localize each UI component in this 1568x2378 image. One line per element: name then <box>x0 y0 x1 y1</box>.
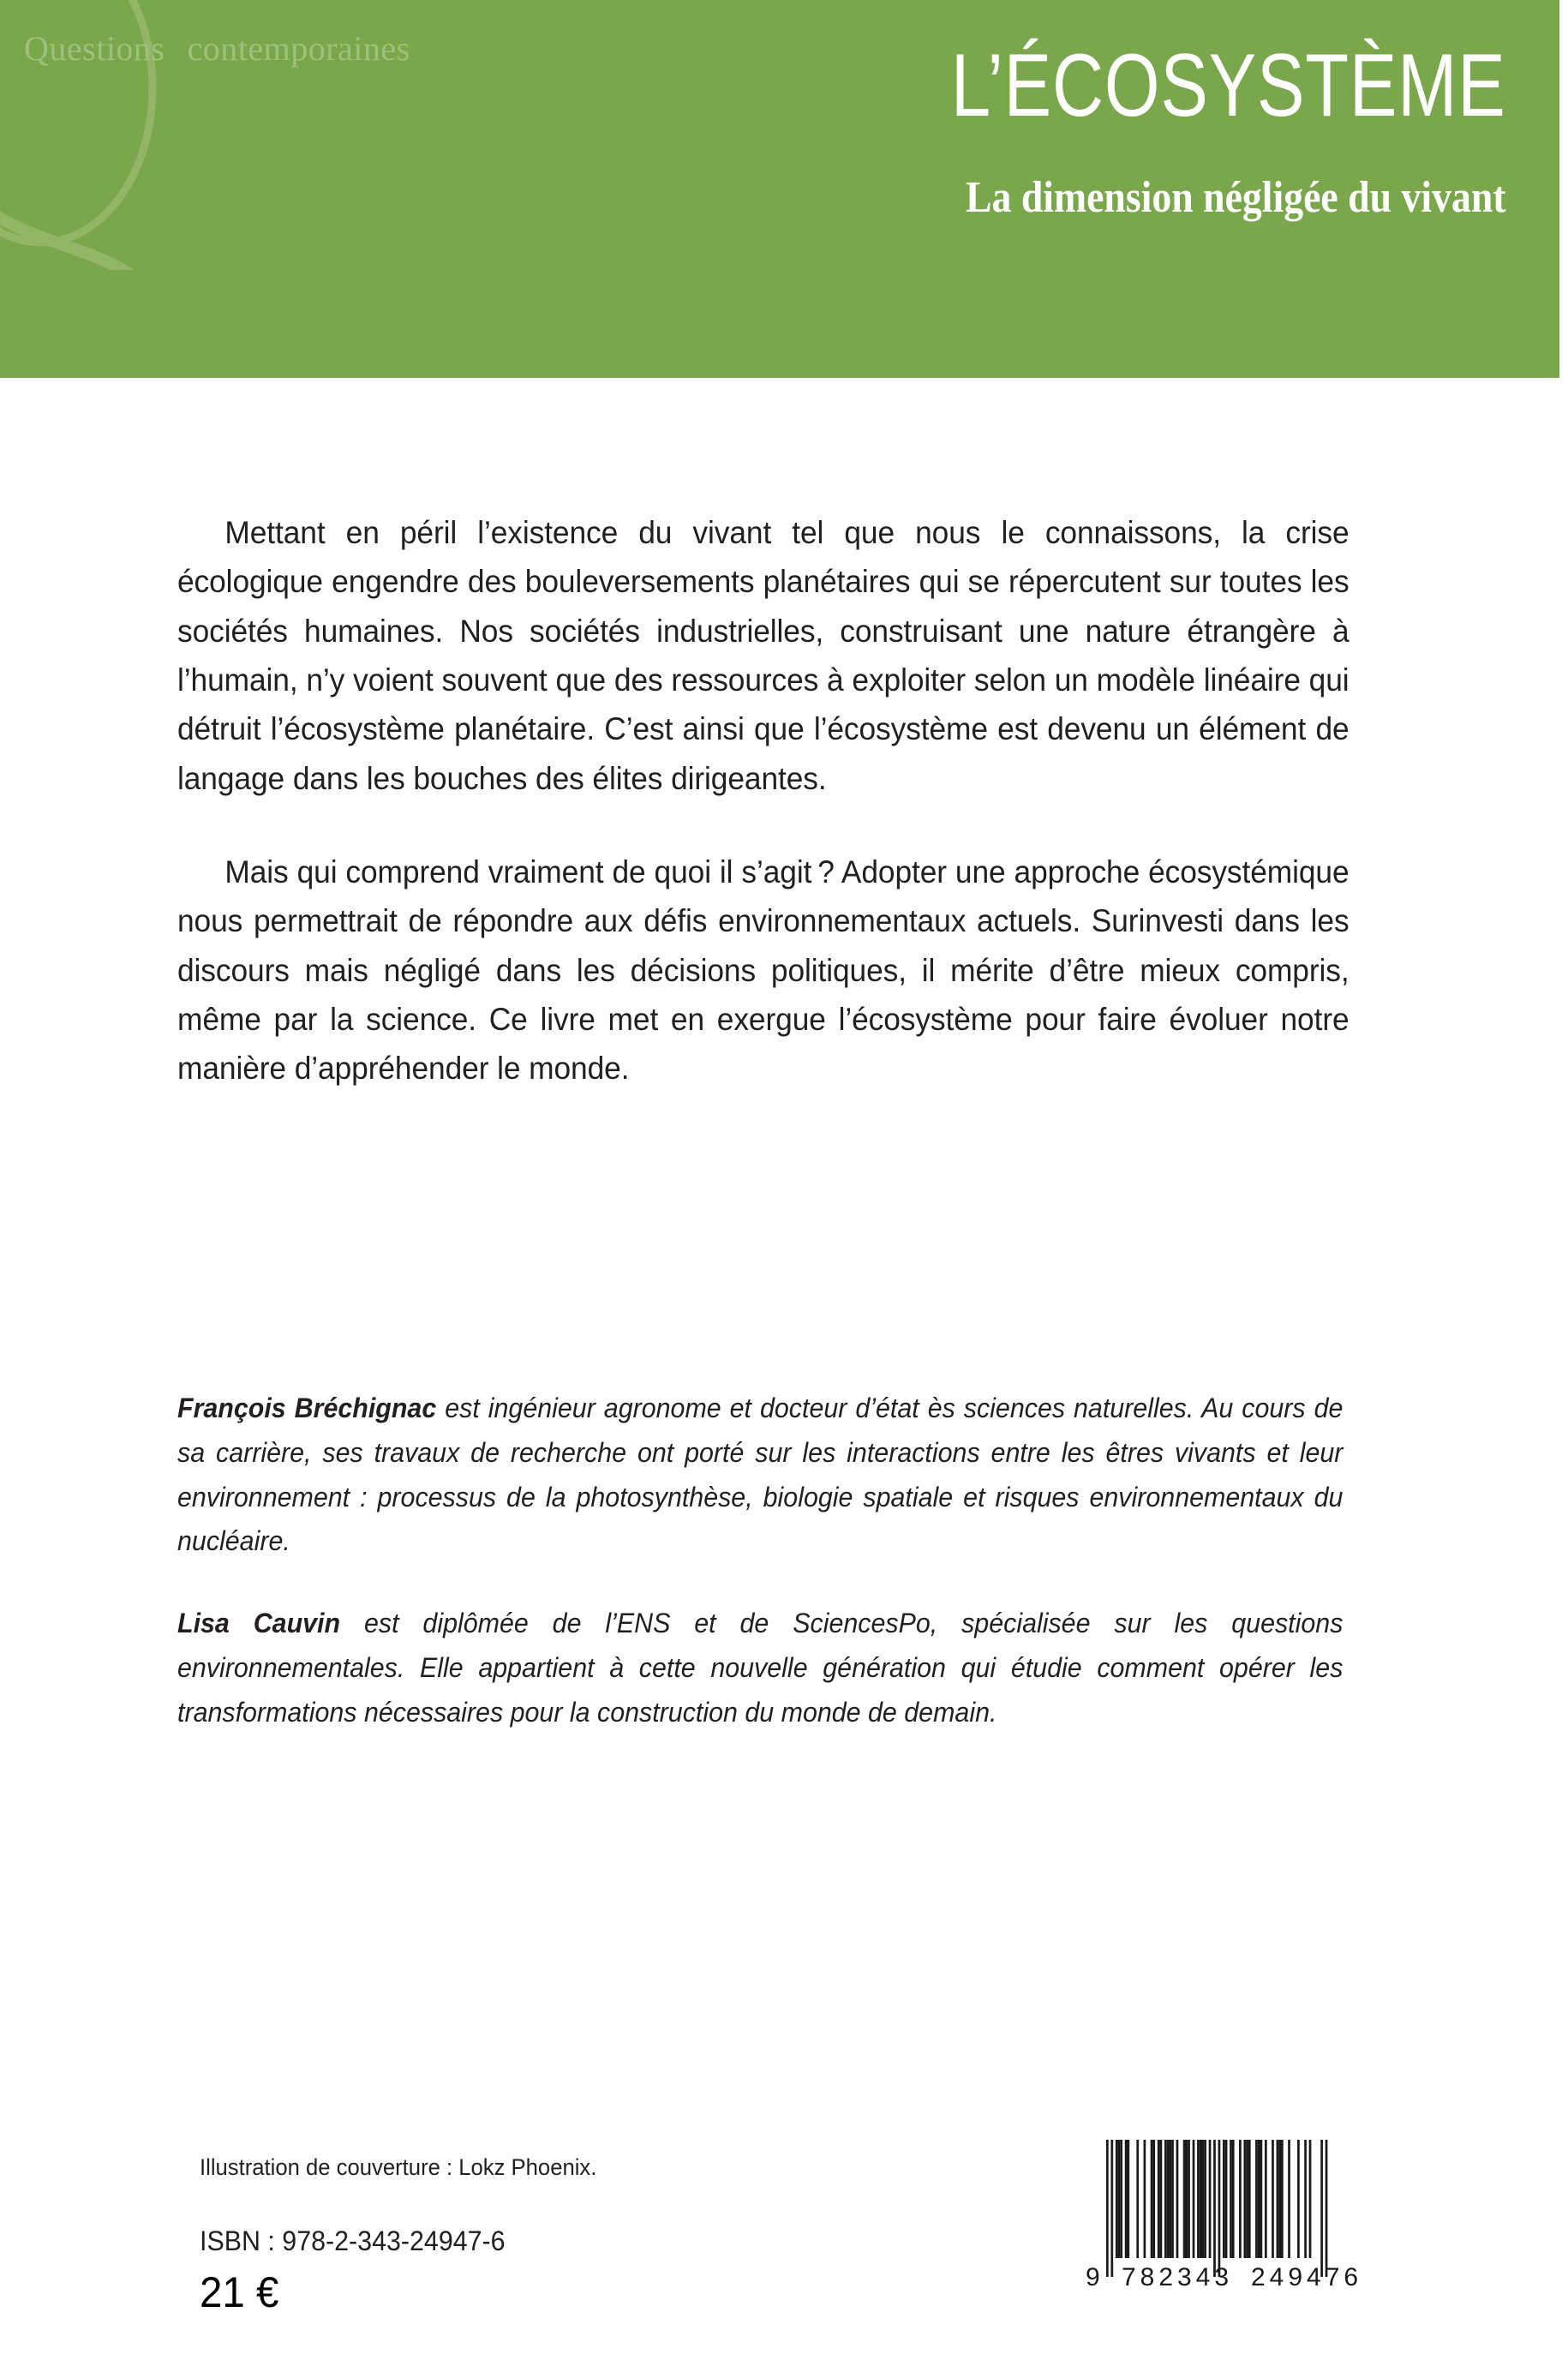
author-name: Lisa Cauvin <box>177 1608 341 1639</box>
author-bio-text: est diplômée de l’ENS et de SciencesPo, spécialisée sur les questions environnementales. Elle appartient à cette nouvelle génération qui étudie comment opérer les transformations nécessaires pour la construction du monde de demain. <box>177 1608 1344 1728</box>
author-bios-section <box>177 1387 1404 1735</box>
svg-text:782343: 782343 <box>1122 2263 1234 2291</box>
footer-left-block <box>200 2154 618 2317</box>
svg-text:249476: 249476 <box>1251 2263 1363 2291</box>
collection-name-second: contemporaines <box>187 29 410 68</box>
collection-name <box>24 28 410 69</box>
author-bio-text: est ingénieur agronome et docteur d’état ès sciences naturelles. Au cours de sa carrière, ses travaux de recherche ont porté sur les interactions entre les êtres vivants et leur environnement : processus de la photosynthèse, biologie spatiale et risques environnementaux du nucléaire. <box>177 1393 1344 1557</box>
author-bio <box>177 1602 1343 1734</box>
author-bio <box>177 1387 1343 1564</box>
header-band <box>0 0 1559 378</box>
illustration-credit: Illustration de couverture : Lokz Phoenix. <box>200 2154 597 2180</box>
blurb-section <box>177 508 1404 1093</box>
blurb-paragraph: Mettant en péril l’existence du vivant tel que nous le connaissons, la crise écologique engendre des bouleversements planétaires qui se répercutent sur toutes les sociétés humaines. Nos sociétés industrielles, construisant une nature étrangère à l’humain, n’y voient souvent que des ressources à exploiter selon un modèle linéaire qui détruit l’écosystème planétaire. C’est ainsi que l’écosystème est devenu un élément de langage dans les bouches des élites dirigeantes. <box>177 515 1350 796</box>
svg-text:9: 9 <box>1086 2263 1100 2291</box>
blurb-paragraph: Mais qui comprend vraiment de quoi il s’agit ? Adopter une approche écosystémique nous permettrait de répondre aux défis environnementaux actuels. Surinvesti dans les discours mais négligé dans les décisions politiques, il mérite d’être mieux compris, même par la science. Ce livre met en exergue l’écosystème pour faire évoluer notre manière d’appréhender le monde. <box>177 854 1350 1087</box>
author-name: François Bréchignac <box>177 1393 437 1423</box>
book-title: L’ÉCOSYSTÈME <box>951 36 1506 135</box>
ean13-barcode-icon <box>1068 2133 1392 2292</box>
isbn-label: ISBN : 978-2-343-24947-6 <box>200 2225 506 2256</box>
collection-name-first: Questions <box>24 29 165 68</box>
price-label: 21 € <box>200 2268 279 2316</box>
book-subtitle: La dimension négligée du vivant <box>966 173 1506 222</box>
